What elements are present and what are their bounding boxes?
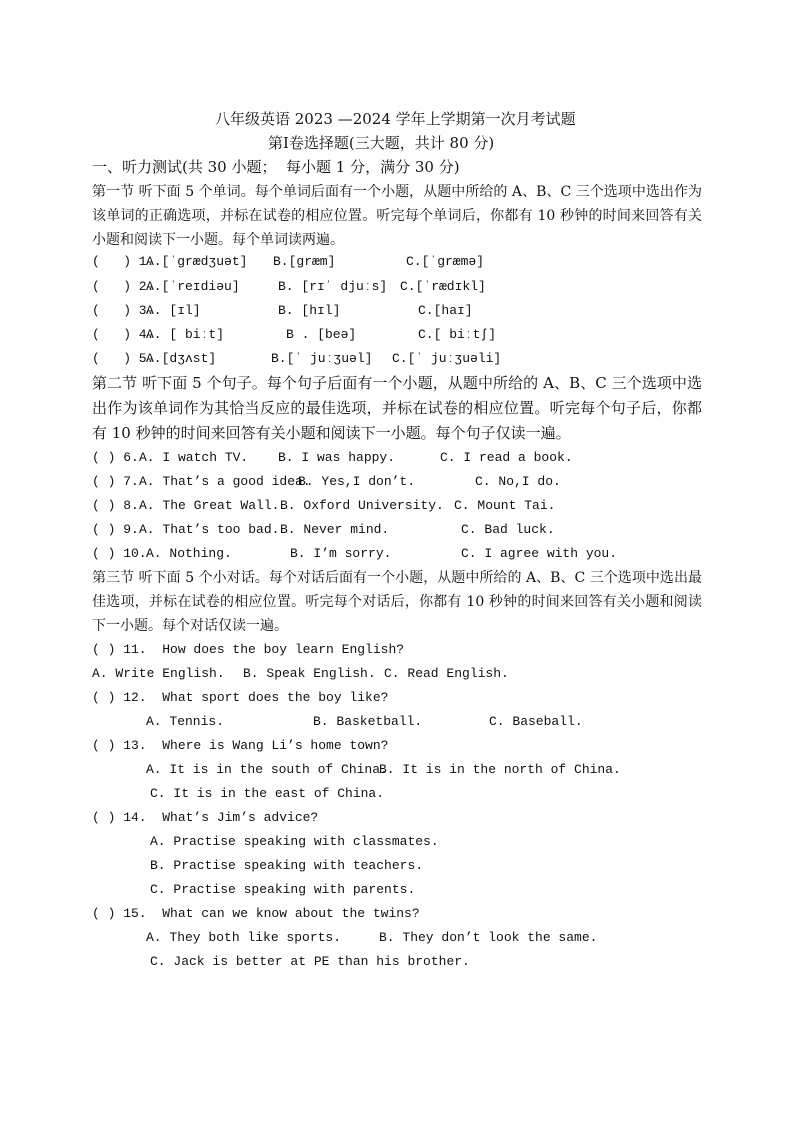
- option-b: B. Oxford University.: [280, 498, 444, 513]
- option-c: C. Read English.: [384, 666, 509, 681]
- option-a: A. I watch TV.: [139, 450, 249, 465]
- option-a: A. They both like sports.: [146, 930, 342, 945]
- option-a: A. [ɪl]: [146, 303, 201, 318]
- option-c: C. No,I do.: [475, 474, 561, 489]
- option-c: C. Mount Tai.: [454, 498, 556, 513]
- question-number: ( ) 2.: [92, 279, 155, 294]
- option-a: A.[ˈreɪdiəu]: [146, 279, 240, 294]
- option-a: A. The Great Wall.: [139, 498, 280, 513]
- option-a: A. It is in the south of China.: [146, 762, 388, 777]
- option-b: B. Yes,I don’t.: [298, 474, 416, 489]
- option-b: B. I’m sorry.: [290, 546, 392, 561]
- option-a: A.[ˈɡrædʒuət]: [146, 254, 248, 269]
- question-text: ( ) 14. What’s Jim’s advice?: [92, 810, 319, 825]
- question-text: ( ) 13. Where is Wang Li’s home town?: [92, 738, 389, 753]
- option-b: B. It is in the north of China.: [379, 762, 621, 777]
- option-c: C. I read a book.: [440, 450, 573, 465]
- section3-intro: 第三节 听下面 5 个小对话。每个对话后面有一个小题，从题中所给的 A、B、C 三个选项中选出最佳选项，并标在试卷的相应位置。听完每个对话后，你都有 10 秒钟的时间来回答有关小题和阅读下一小题。每个对话仅读一遍。: [92, 570, 702, 634]
- option-a: A. Nothing.: [146, 546, 232, 561]
- question-number: ( ) 3.: [92, 303, 155, 318]
- option-a: A. Tennis.: [146, 714, 225, 729]
- question-number: ( ) 9.: [92, 522, 139, 537]
- option-b: B. Never mind.: [280, 522, 390, 537]
- option-b: B . [beə]: [286, 327, 357, 342]
- question-text: ( ) 15. What can we know about the twins?: [92, 906, 420, 921]
- option-b: B. I was happy.: [278, 450, 396, 465]
- option-a: A. Practise speaking with classmates.: [150, 834, 439, 849]
- option-a: A. Write English.: [92, 666, 225, 681]
- option-b: B.[ɡræm]: [273, 254, 336, 269]
- option-c: C. It is in the east of China.: [150, 786, 385, 801]
- option-a: A. [ biːt]: [146, 327, 225, 342]
- question-number: ( ) 4.: [92, 327, 155, 342]
- option-c: C. Baseball.: [489, 714, 583, 729]
- option-c: C. Practise speaking with parents.: [150, 882, 416, 897]
- option-c: C.[ biːtʃ]: [418, 327, 497, 342]
- option-b: B.[ˈ juːʒuəl]: [271, 351, 373, 366]
- question-number: ( ) 6.: [92, 450, 139, 465]
- option-b: B. Speak English.: [243, 666, 376, 681]
- option-a: A.[dʒʌst]: [146, 351, 217, 366]
- option-b: B. [hɪl]: [278, 303, 341, 318]
- option-b: B. Practise speaking with teachers.: [150, 858, 424, 873]
- exam-title: 八年级英语 2023 —2024 学年上学期第一次月考试题: [215, 110, 576, 128]
- question-text: ( ) 11. How does the boy learn English?: [92, 642, 405, 657]
- option-c: C.[ˈrædɪkl]: [400, 279, 486, 294]
- option-b: B. Basketball.: [313, 714, 423, 729]
- part1-heading: 一、听力测试(共 30 小题； 每小题 1 分，满分 30 分): [92, 158, 460, 176]
- question-number: ( ) 5.: [92, 351, 155, 366]
- question-number: ( ) 8.: [92, 498, 139, 513]
- option-c: C.[haɪ]: [418, 303, 473, 318]
- exam-subtitle: 第Ⅰ卷选择题(三大题，共计 80 分): [268, 134, 495, 152]
- option-c: C.[ˈɡræmə]: [406, 254, 485, 269]
- option-c: C. Jack is better at PE than his brother.: [150, 954, 470, 969]
- option-a: A. That’s a good idea.: [139, 474, 311, 489]
- question-number: ( ) 1.: [92, 254, 155, 269]
- option-c: C.[ˈ juːʒuəli]: [392, 351, 502, 366]
- option-c: C. I agree with you.: [461, 546, 618, 561]
- question-number: ( ) 7.: [92, 474, 139, 489]
- option-b: B. [rɪˈ djuːs]: [278, 279, 388, 294]
- question-number: ( ) 10.: [92, 546, 147, 561]
- question-text: ( ) 12. What sport does the boy like?: [92, 690, 389, 705]
- section1-intro: 第一节 听下面 5 个单词。每个单词后面有一个小题，从题中所给的 A、B、C 三个选项中选出作为该单词的正确选项，并标在试卷的相应位置。听完每个单词后，你都有 10 秒钟的时间来回答有关小题和阅读下一小题。每个单词读两遍。: [92, 184, 702, 248]
- option-b: B. They don’t look the same.: [379, 930, 598, 945]
- option-c: C. Bad luck.: [461, 522, 555, 537]
- section2-intro: 第二节 听下面 5 个句子。每个句子后面有一个小题，从题中所给的 A、B、C 三个选项中选出作为该单词作为其恰当反应的最佳选项，并标在试卷的相应位置。听完每个句子后，你都有 10 秒钟的时间来回答有关小题和阅读下一小题。每个句子仅读一遍。: [92, 374, 702, 442]
- option-a: A. That’s too bad.: [139, 522, 280, 537]
